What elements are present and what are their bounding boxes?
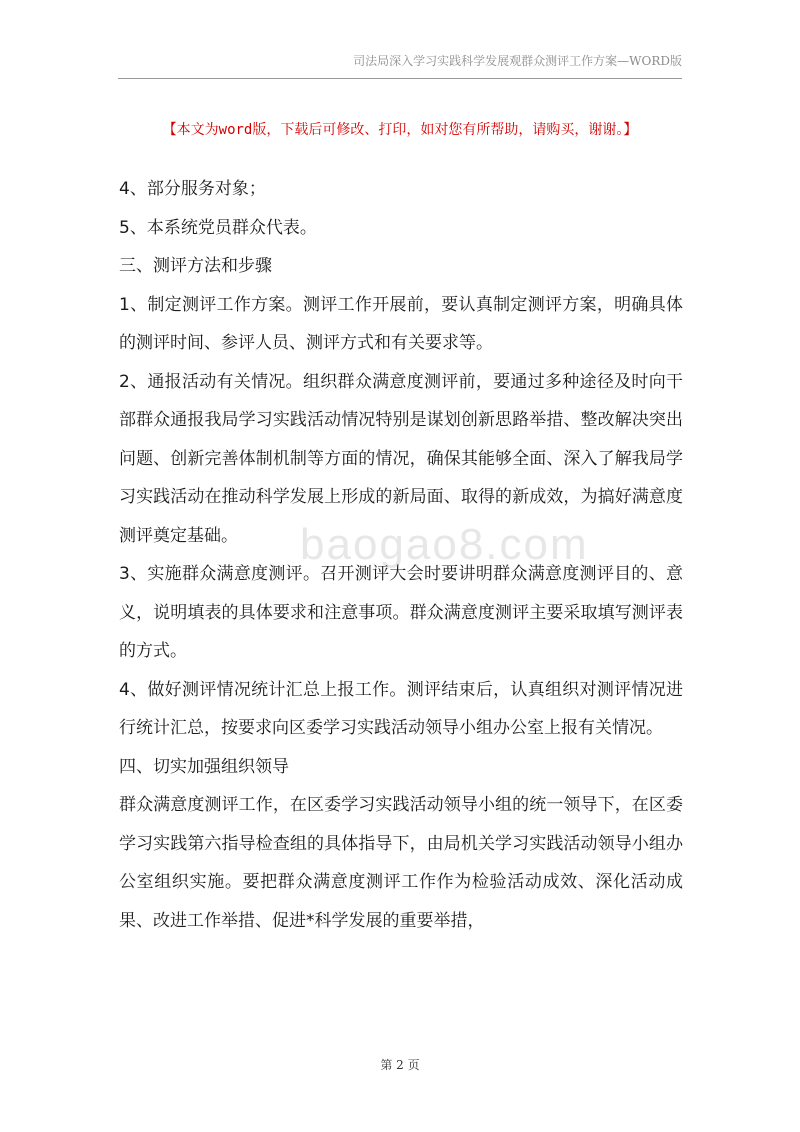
paragraph-item-5: 5、本系统党员群众代表。 — [119, 217, 317, 238]
document-body — [119, 170, 683, 940]
page-number: 第 2 页 — [380, 1058, 420, 1072]
paragraph-item-4: 4、部分服务对象； — [119, 179, 266, 199]
watermark: baogao8.com — [300, 520, 589, 569]
running-header: 司法局深入学习实践科学发展观群众测评工作方案—WORD版 — [118, 52, 682, 79]
paragraph-step-2: 2、通报活动有关情况。组织群众满意度测评前，要通过多种途径及时向干部群众通报我局学习实践活动情况特别是谋划创新思路举措、整改解决突出问题、创新完善体制机制等方面的情况，确保其能够全面、深入了解我局学习实践活动在推动科学发展上形成的新局面、取得的新成效，为搞好满意度测评奠定基础。 — [119, 371, 683, 546]
paragraph-step-1: 1、制定测评工作方案。测评工作开展前，要认真制定测评方案，明确具体的测评时间、参评人员、测评方式和有关要求等。 — [119, 294, 683, 353]
paragraph-step-3: 3、实施群众满意度测评。召开测评大会时要讲明群众满意度测评目的、意义，说明填表的具体要求和注意事项。群众满意度测评主要采取填写测评表的方式。 — [119, 564, 683, 661]
paragraph-step-4: 4、做好测评情况统计汇总上报工作。测评结束后，认真组织对测评情况进行统计汇总，按要求向区委学习实践活动领导小组办公室上报有关情况。 — [119, 679, 683, 738]
purchase-notice: 【本文为word版，下载后可修改、打印，如对您有所帮助，请购买，谢谢。】 — [162, 122, 638, 138]
section-heading-3: 三、测评方法和步骤 — [119, 256, 272, 276]
paragraph-leadership: 群众满意度测评工作，在区委学习实践活动领导小组的统一领导下，在区委学习实践第六指导检查组的具体指导下，由局机关学习实践活动领导小组办公室组织实施。要把群众满意度测评工作作为检验活动成效、深化活动成果、改进工作举措、促进*科学发展的重要举措， — [119, 795, 683, 931]
section-heading-4: 四、切实加强组织领导 — [119, 756, 289, 777]
